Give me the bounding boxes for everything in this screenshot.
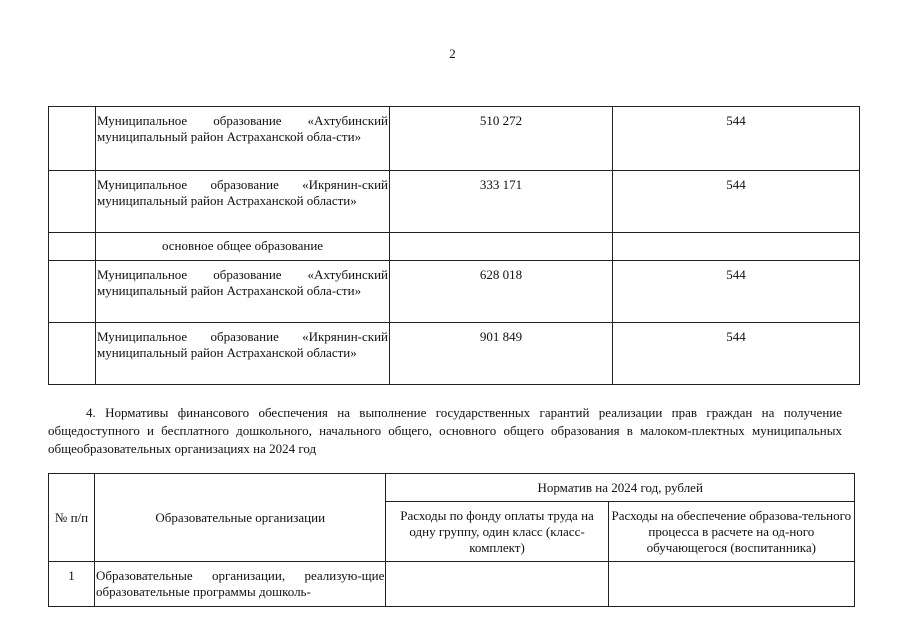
salary-fund-value: 901 849: [390, 323, 613, 385]
row-number-cell: [49, 107, 96, 171]
header-salary-fund: Расходы по фонду оплаты труда на одну группу, один класс (класс-комплект): [386, 502, 608, 562]
page-number: 2: [449, 46, 456, 61]
header-per-student: Расходы на обеспечение образова-тельного процесса в расчете на од-ного обучающегося (воспитанника): [608, 502, 854, 562]
salary-fund-value: 333 171: [390, 171, 613, 233]
small-schools-norms-table: [48, 473, 855, 607]
row-number: 1: [49, 562, 95, 607]
table-row: [49, 261, 860, 323]
per-student-value: 544: [613, 107, 860, 171]
organization-name-text: Образовательные организации, реализую-щие образовательные программы дошколь-: [96, 568, 385, 599]
salary-fund-value: 628 018: [390, 261, 613, 323]
section-row: [49, 233, 860, 261]
municipality-name: Муниципальное образование «Икрянин-ский муниципальный район Астраханской области»: [96, 171, 390, 233]
municipality-name: Муниципальное образование «Икрянин-ский муниципальный район Астраханской области»: [96, 323, 390, 385]
organization-name: [95, 562, 386, 607]
row-number-cell: [49, 233, 96, 261]
row-number-cell: [49, 261, 96, 323]
funding-table-continued: [48, 106, 860, 385]
empty-cell: [390, 233, 613, 261]
section-4-paragraph: 4. Нормативы финансового обеспечения на выполнение государственных гарантий реализации прав граждан на получение общедоступного и бесплатного дошкольного, начального общего, основного общего образования в малоком-плектных муниципальных общеобразовательных организациях на 2024 год: [48, 405, 842, 456]
row-number-cell: [49, 171, 96, 233]
municipality-name: Муниципальное образование «Ахтубинский муниципальный район Астраханской обла-сти»: [96, 261, 390, 323]
empty-cell: [613, 233, 860, 261]
header-number: № п/п: [49, 474, 95, 562]
table-header-row: [49, 474, 855, 502]
per-student-value: 544: [613, 261, 860, 323]
header-norm-2024: Норматив на 2024 год, рублей: [386, 474, 855, 502]
per-student-value: 544: [613, 171, 860, 233]
table-row: [49, 171, 860, 233]
salary-fund-value: 510 272: [390, 107, 613, 171]
municipality-name: Муниципальное образование «Ахтубинский муниципальный район Астраханской обла-сти»: [96, 107, 390, 171]
table-row: [49, 562, 855, 607]
salary-fund-value: [386, 562, 608, 607]
per-student-value: 544: [613, 323, 860, 385]
section-title: основное общее образование: [96, 233, 390, 261]
header-organizations: Образовательные организации: [95, 474, 386, 562]
per-student-value: [608, 562, 854, 607]
table-row: [49, 107, 860, 171]
row-number-cell: [49, 323, 96, 385]
table-row: [49, 323, 860, 385]
